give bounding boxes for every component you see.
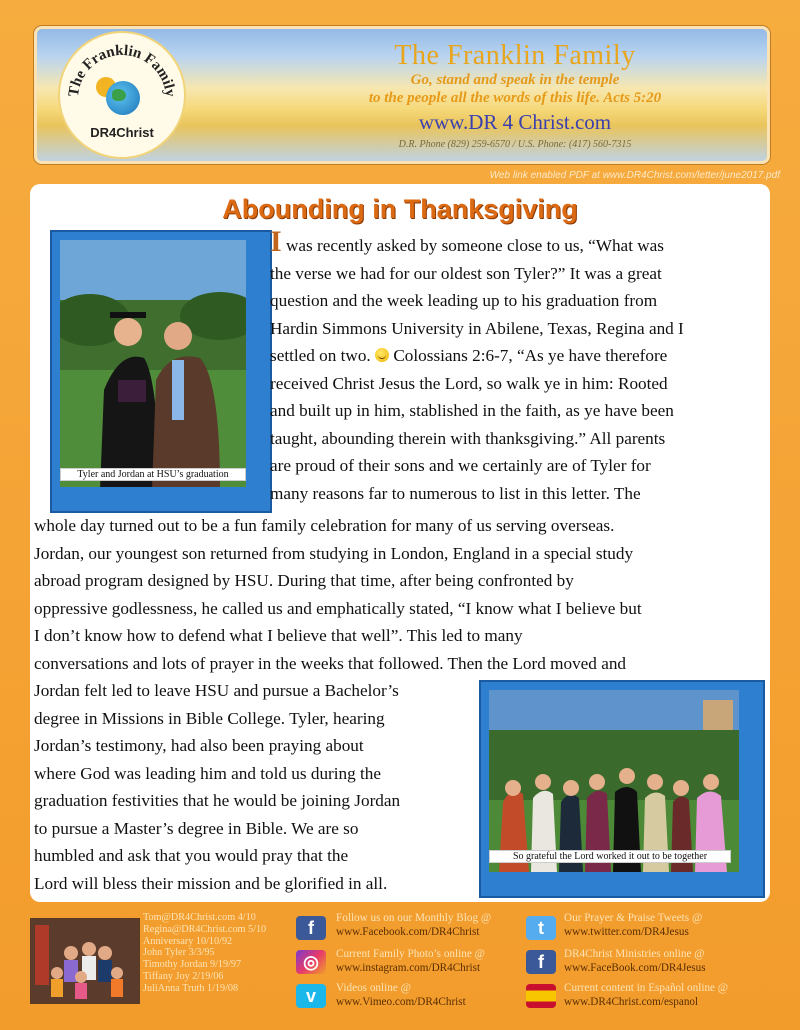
family-contact-list xyxy=(143,912,293,995)
logo-tagline: DR4Christ xyxy=(90,125,154,140)
espanol-link[interactable]: Current content in Español online @ www.DR4Christ.com/espanol xyxy=(564,982,729,1008)
vimeo-icon[interactable]: v xyxy=(296,984,326,1008)
phone-numbers: D.R. Phone (829) 259-6570 / U.S. Phone: (417) 560-7315 xyxy=(398,139,632,150)
article-line: Lord will bless their mission and be glorified in all. xyxy=(34,873,388,893)
header-verse xyxy=(292,71,738,107)
article-line: received Christ Jesus the Lord, so walk ye in him: Rooted xyxy=(270,373,668,393)
drop-cap: I xyxy=(270,225,282,258)
verse-line-2: to the people all the words of this life. Acts 5:20 xyxy=(368,90,662,106)
family-item: Timothy Jordan 9/19/97 xyxy=(143,959,242,971)
article-line: oppressive godlessness, he called us and emphatically stated, “I know what I believe but xyxy=(34,598,642,618)
smiley-icon xyxy=(375,348,389,362)
instagram-link[interactable]: Current Family Photo’s online @ www.instagram.com/DR4Christ xyxy=(336,948,485,974)
family-item[interactable]: Tom@DR4Christ.com 4/10 xyxy=(143,912,256,923)
article-line: to pursue a Master’s degree in Bible. We are so xyxy=(34,818,359,838)
footer xyxy=(30,912,770,1020)
photo2-caption: So grateful the Lord worked it out to be together xyxy=(489,850,731,863)
family-item: Anniversary 10/10/92 xyxy=(143,935,233,947)
article-line: humbled and ask that you would pray that the xyxy=(34,846,349,865)
article-line: abroad program designed by HSU. During that time, after being confronted by xyxy=(34,571,574,590)
article-line: taught, abounding therein with thanksgiving.” All parents xyxy=(270,428,666,448)
article-line: I don’t know how to defend what I believe that well”. This led to many xyxy=(34,626,523,645)
article-line: Jordan felt led to leave HSU and pursue a Bachelor’s xyxy=(34,681,399,700)
article-line: many reasons far to numerous to list in this letter. The xyxy=(270,483,641,503)
family-item: John Tyler 3/3/95 xyxy=(143,947,215,959)
website-link[interactable]: www.DR 4 Christ.com xyxy=(418,110,612,134)
spain-flag-icon[interactable] xyxy=(526,984,556,1008)
article-line: Hardin Simmons University in Abilene, Texas, Regina and I xyxy=(270,318,684,338)
family-item[interactable]: Regina@DR4Christ.com 5/10 xyxy=(143,923,267,935)
family-celebration-photo xyxy=(489,690,755,888)
ministries-facebook-link[interactable]: DR4Christ Ministries online @ www.FaceBook.com/DR4Jesus xyxy=(564,948,706,974)
article-line: degree in Missions in Bible College. Tyler, hearing xyxy=(34,708,385,728)
article-line: Jordan, our youngest son returned from studying in London, England in a special study xyxy=(34,543,634,563)
family-photo xyxy=(30,918,140,1004)
pdf-weblink[interactable]: Web link enabled PDF at www.DR4Christ.com/letter/june2017.pdf xyxy=(489,170,780,181)
article-line: and built up in him, stablished in the faith, as ye have been xyxy=(270,401,674,420)
photo1-caption: Tyler and Jordan at HSU’s graduation xyxy=(60,468,246,481)
article-line: whole day turned out to be a fun family celebration for many of us serving overseas. xyxy=(34,516,615,535)
twitter-icon[interactable]: t xyxy=(526,916,556,940)
article-line: conversations and lots of prayer in the weeks that followed. Then the Lord moved and xyxy=(34,653,627,673)
vimeo-link[interactable]: Videos online @ www.Vimeo.com/DR4Christ xyxy=(336,982,466,1008)
globe-land xyxy=(112,89,126,101)
article-text-top xyxy=(270,225,684,507)
facebook-icon[interactable]: f xyxy=(526,950,556,974)
instagram-icon[interactable]: ◎ xyxy=(296,950,326,974)
article-text-middle xyxy=(34,512,642,677)
family-item: Tiffany Joy 2/19/06 xyxy=(143,970,224,982)
graduation-photo-frame xyxy=(52,232,270,511)
article-line: question and the week leading up to his graduation from xyxy=(270,291,658,310)
graduation-photo-illustration xyxy=(60,240,246,487)
article-text-bottom xyxy=(34,677,400,897)
family-logo xyxy=(58,31,186,159)
article-line: are proud of their sons and we certainly are of Tyler for xyxy=(270,456,651,475)
blog-link[interactable]: Follow us on our Monthly Blog @ www.Facebook.com/DR4Christ xyxy=(336,912,492,938)
family-photo-illustration xyxy=(31,919,139,1003)
svg-text:The Franklin Family: The Franklin Family xyxy=(65,42,179,98)
article-line: the verse we had for our oldest son Tyler?” It was a great xyxy=(270,263,662,283)
article-line: settled on two. Colossians 2:6-7, “As ye have therefore xyxy=(270,346,668,365)
article-title: Abounding in Thanksgiving xyxy=(222,194,578,224)
verse-line-1: Go, stand and speak in the temple xyxy=(410,72,620,88)
graduation-photo xyxy=(60,240,262,503)
article-line: graduation festivities that he would be joining Jordan xyxy=(34,791,401,810)
article-line: I was recently asked by someone close to us, “What was xyxy=(270,225,664,258)
celebration-photo-illustration xyxy=(489,690,739,872)
family-item: JuliAnna Truth 1/19/08 xyxy=(143,982,239,994)
article-line: where God was leading him and told us during the xyxy=(34,763,382,783)
facebook-icon[interactable]: f xyxy=(296,916,326,940)
family-celebration-photo-frame xyxy=(481,682,763,896)
article-line: Jordan’s testimony, had also been praying about xyxy=(34,736,364,755)
twitter-link[interactable]: Our Prayer & Praise Tweets @ www.twitter.com/DR4Jesus xyxy=(564,912,703,938)
header-title: The Franklin Family xyxy=(394,40,636,71)
